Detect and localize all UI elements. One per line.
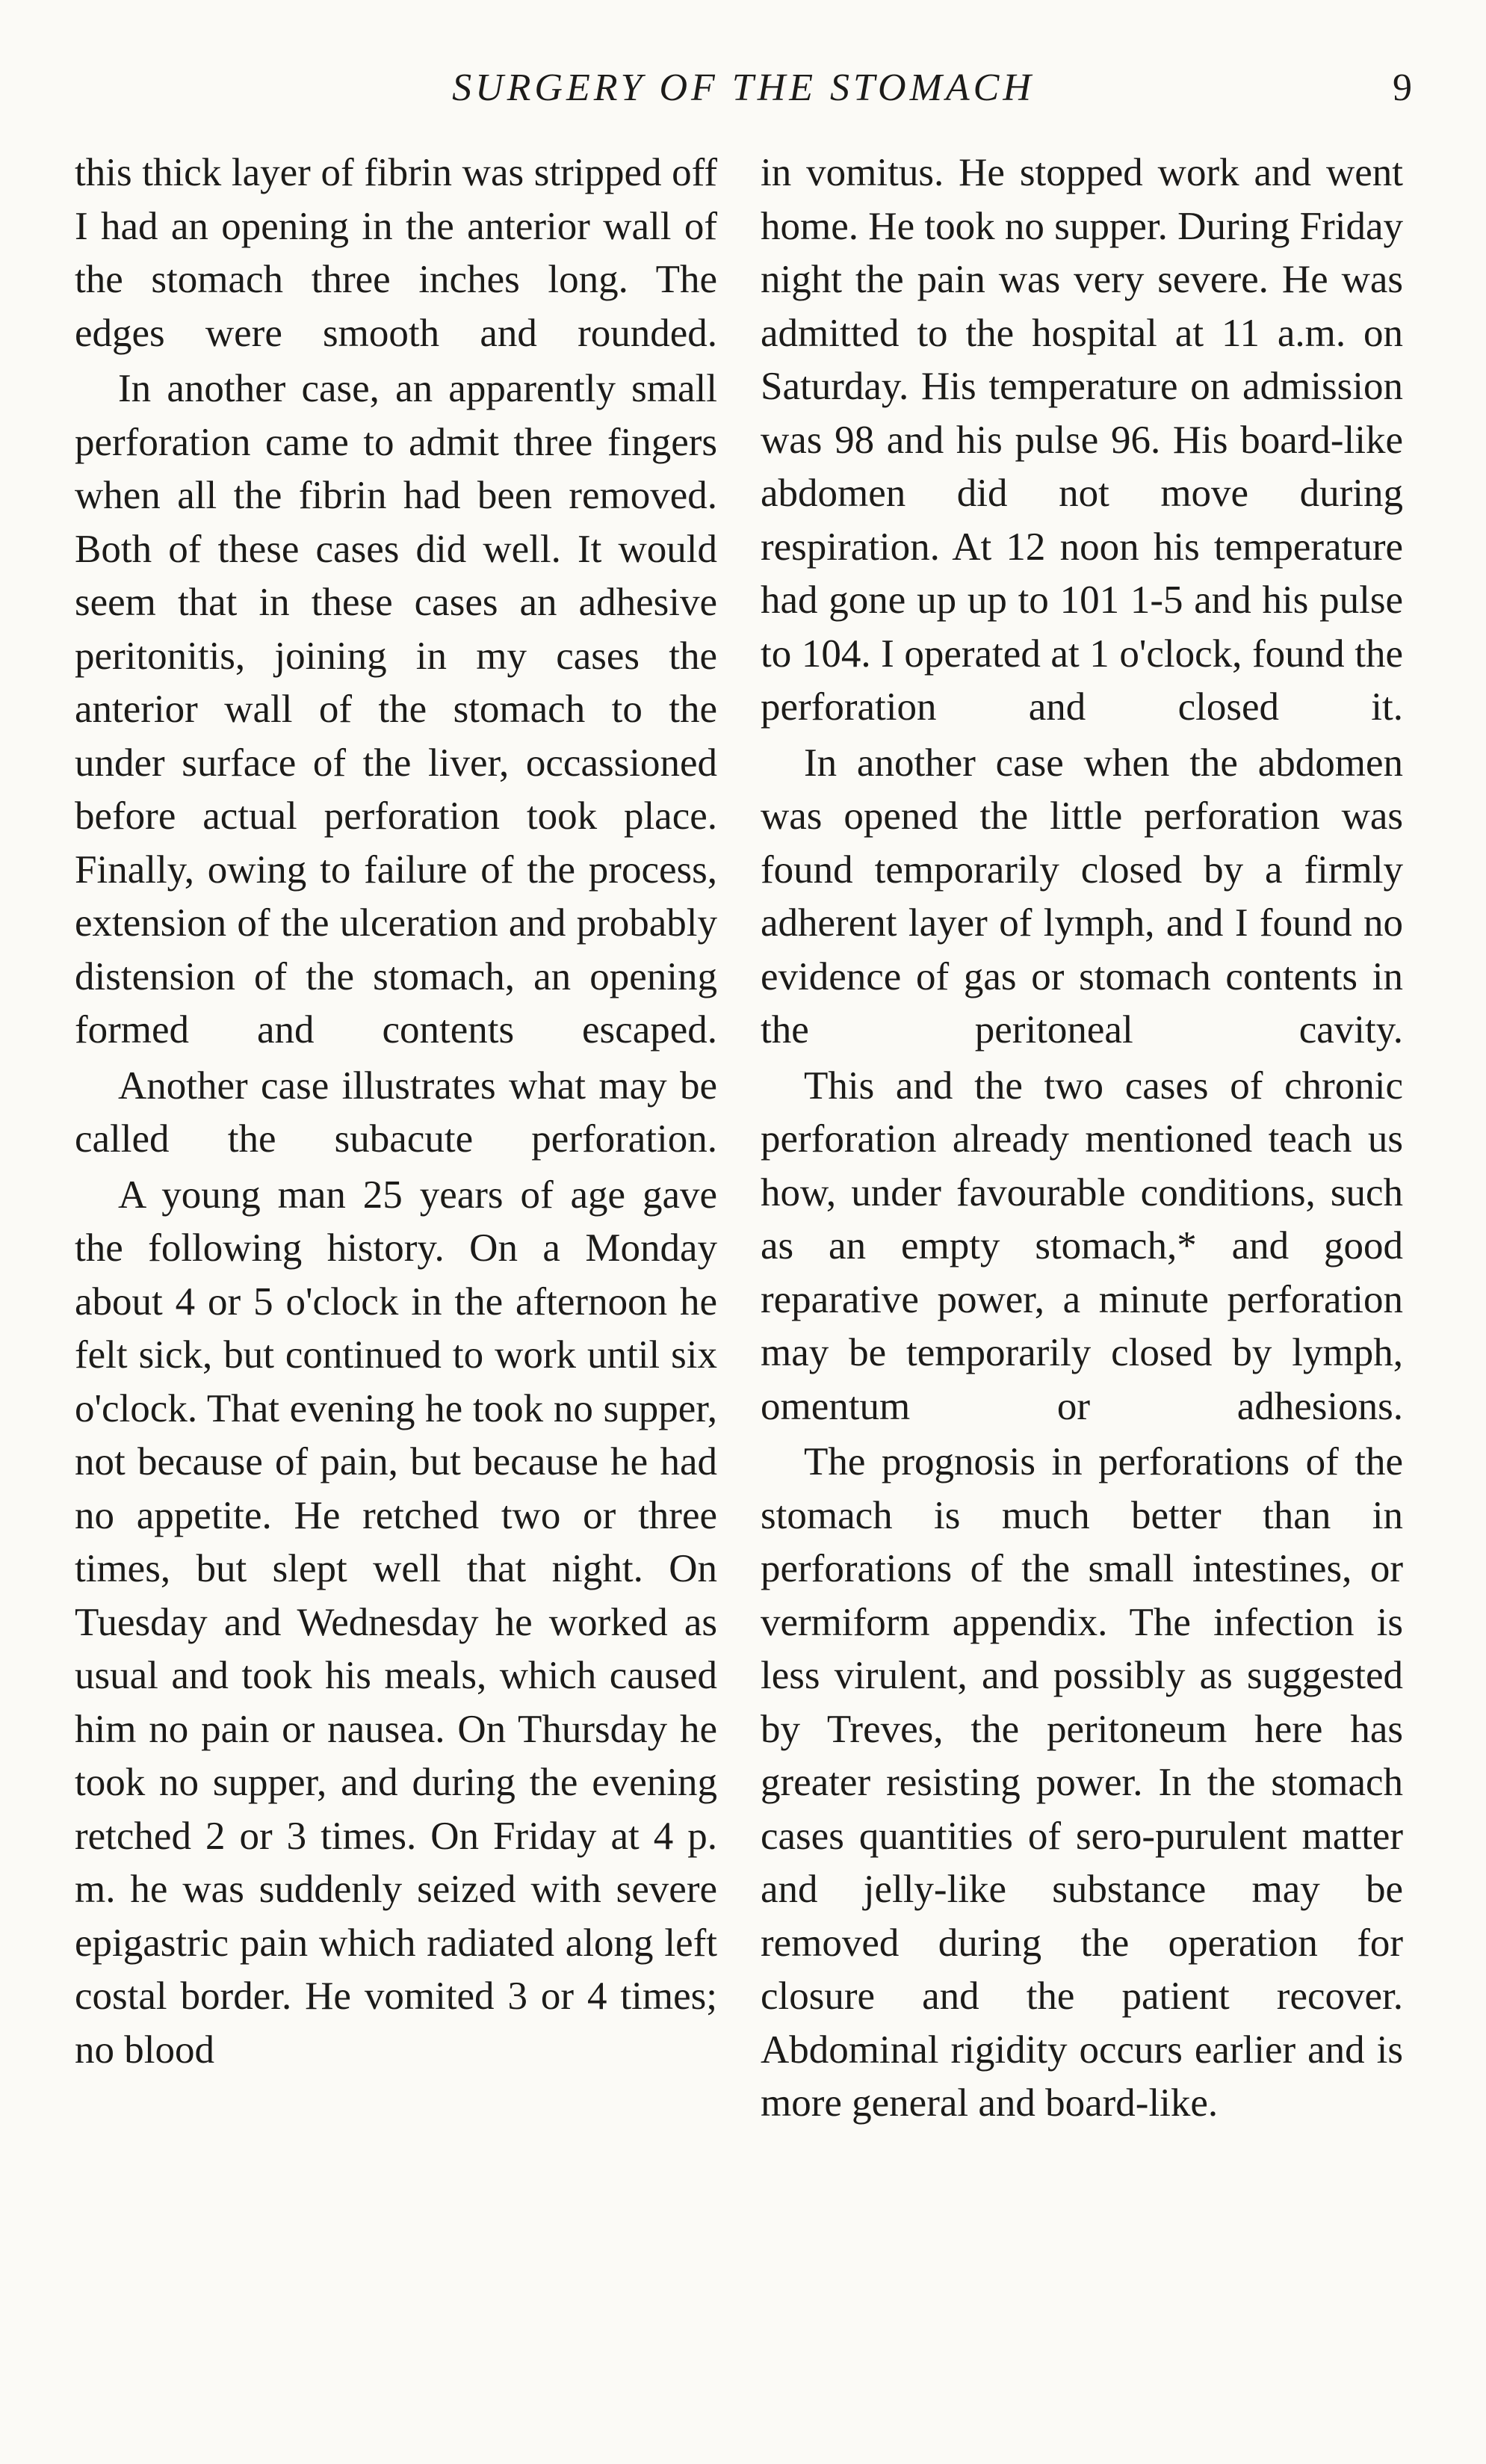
page-header [75,66,1412,126]
paragraph: The prognosis in perforations of the stomach is much better than in perforations of the small intestines, or vermiform appendix. The infection is less virulent, and possibly as suggested by Treves, the peritoneum here has greater resisting power. In the stomach cases quantities of sero-purulent matter and jelly-like substance may be removed during the operation for closure and the patient recover. Abdominal rigidity occurs earlier and is more general and board-like. [761,1440,1403,2125]
paragraph: In another case, an apparently small perforation came to admit three fingers when all the fibrin had been removed. Both of these cases did well. It would seem that in these cases an adhesive peritonitis, joining in my cases the anterior wall of the stomach to the under surface of the liver, occassioned before actual perforation took place. Finally, owing to failure of the process, extension of the ulceration and probably distension of the stomach, an opening formed and contents escaped. [75,367,717,1052]
left-column [75,146,717,2079]
right-column [761,146,1403,2133]
paragraph: Another case illustrates what may be called the subacute perforation. [75,1063,717,1161]
paragraph: In another case when the abdomen was opened the little perforation was found temporarily closed by a firmly adherent layer of lymph, and I found no evidence of gas or stomach contents in the peritoneal cavity. [761,741,1403,1052]
paragraph: in vomitus. He stopped work and went home. He took no supper. During Friday night the pain was very severe. He was admitted to the hospital at 11 a.m. on Saturday. His temperature on admission was 98 and his pulse 96. His board-like abdomen did not move during respiration. At 12 noon his temperature had gone up up to 101 1-5 and his pulse to 104. I operated at 1 o'clock, found the perforation and closed it. [761,151,1403,729]
paragraph: A young man 25 years of age gave the following history. On a Monday about 4 or 5 o'clock in the afternoon he felt sick, but continued to work until six o'clock. That evening he took no supper, not because of pain, but because he had no appetite. He retched two or three times, but slept well that night. On Tuesday and Wednesday he worked as usual and took his meals, which caused him no pain or nausea. On Thursday he took no supper, and during the evening retched 2 or 3 times. On Friday at 4 p. m. he was suddenly seized with severe epigastric pain which radiated along left costal border. He vomited 3 or 4 times; no blood [75,1173,717,2072]
running-head: SURGERY OF THE STOMACH [452,67,1035,109]
paragraph: this thick layer of fibrin was stripped off I had an opening in the anterior wall of the stomach three inches long. The edges were smooth and rounded. [75,151,717,355]
paragraph: This and the two cases of chronic perforation already mentioned teach us how, under favourable conditions, such as an empty stomach,* and good reparative power, a minute perforation may be temporarily closed by lymph, omentum or adhesions. [761,1063,1403,1428]
page-number: 9 [1393,67,1412,109]
